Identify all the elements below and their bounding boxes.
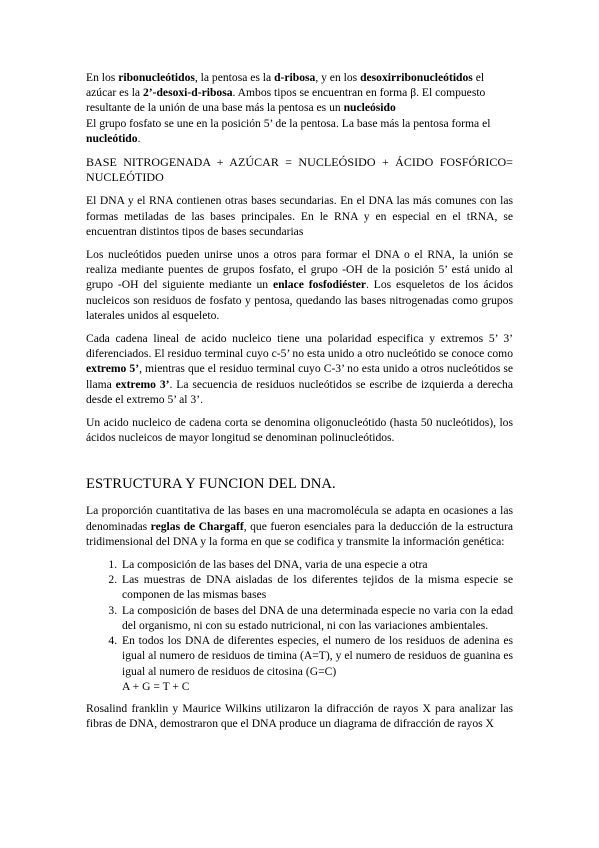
paragraph-ribonucleotidos <box>86 70 513 116</box>
formula-nucleotido: BASE NITROGENADA + AZÚCAR = NUCLEÓSIDO + ÁCIDO FOSFÓRICO= NUCLEÓTIDO <box>86 155 513 185</box>
text-run: , la pentosa es la <box>194 71 275 84</box>
text-run: La proporción cuantitativa de las bases en una macromolécula se adapta en ocasiones a las denominadas <box>86 504 513 533</box>
paragraph-rosalind-franklin: Rosalind franklin y Maurice Wilkins utilizaron la difracción de rayos X para analizar las fibras de DNA, demostraron que el DNA produce un diagrama de difracción de rayos X <box>86 701 513 731</box>
list-item: 3. La composición de bases del DNA de una determinada especie no varia con la edad del organismo, ni con su estado nutricional, ni con las variaciones ambientales. <box>120 603 513 633</box>
term-d-ribosa: d-ribosa <box>274 71 316 84</box>
term-2-desoxi-d-ribosa: 2’-desoxi-d-ribosa <box>142 86 233 100</box>
chargaff-rules-list <box>86 557 513 694</box>
text-run: Los nucleótidos pueden unirse unos a otros para formar el DNA o el RNA, la unión se realiza mediante puentes de grupos fosfato, el grupo -OH de la posición 5’ está unido al grupo -OH del siguiente mediante un <box>86 248 513 292</box>
list-item: 1. La composición de las bases del DNA, varia de una especie a otra <box>120 557 513 572</box>
paragraph-polaridad <box>86 331 513 407</box>
text-run: , y en los <box>315 71 361 84</box>
text-run: . Los esqueletos de los ácidos nucleicos son residuos de fosfato y pentosa, quedando las bases nitrogenadas como grupos laterales unidos al esqueleto. <box>86 278 513 322</box>
list-formula: A + G = T + C <box>122 679 190 693</box>
paragraph-oligonucleotido: Un acido nucleico de cadena corta se denomina oligonucleótido (hasta 50 nucleótidos), los ácidos nucleicos de mayor longitud se denominan polinucleótidos. <box>86 416 513 445</box>
term-nucleotido: nucleótido <box>86 131 138 145</box>
text-run: . Ambos tipos se encuentran en forma β. El compuesto resultante de la unión de una base más la pentosa es un <box>86 86 486 115</box>
text-run: , mientras que el residuo terminal cuyo C-3’ no esta unido a otros nucleótidos se llama <box>86 362 513 391</box>
text-run: . <box>137 131 141 145</box>
term-enlace-fosfodiester: enlace fosfodiéster <box>272 278 367 292</box>
list-item-text: En todos los DNA de diferentes especies, el numero de los residuos de adenina es igual al numero de residuos de timina (A=T), y el numero de residuos de guanina es igual al numero de residuos de citosina (G=C) <box>122 634 513 678</box>
text-run: . La secuencia de residuos nucleótidos se escribe de izquierda a derecha desde el extremo 5’ al 3’. <box>86 377 513 406</box>
section-heading: ESTRUCTURA Y FUNCION DEL DNA. <box>86 476 336 493</box>
term-ribonucleotidos: ribonucleótidos <box>118 71 195 84</box>
text-run: En los <box>86 71 119 84</box>
term-extremo-5: extremo 5’ <box>86 362 140 376</box>
list-item: 2. Las muestras de DNA aisladas de los diferentes tejidos de la misma especie se componen de las mismas bases <box>120 572 513 602</box>
paragraph-grupo-fosfato <box>86 116 513 146</box>
text-run: El grupo fosfato se une en la posición 5’ de la pentosa. La base más la pentosa forma el <box>86 116 491 130</box>
term-extremo-3: extremo 3’ <box>115 377 170 391</box>
term-nucleosido: nucleósido <box>343 101 396 115</box>
paragraph-enlace-fosfodiester <box>86 247 513 323</box>
term-desoxirribonucleotidos: desoxirribonucleótidos <box>360 71 473 84</box>
paragraph-bases-secundarias: El DNA y el RNA contienen otras bases secundarias. En el DNA las más comunes con las formas metiladas de las bases principales. En le RNA y en especial en el tRNA, se encuentran distintos tipos de bases secundarias <box>86 194 513 238</box>
text-run: el azúcar es la <box>86 71 485 100</box>
paragraph-chargaff <box>86 503 513 549</box>
text-run: , que fueron esenciales para la deducción de la estructura tridimensional del DNA y la forma en que se codifica y transmite la información genética: <box>86 519 513 548</box>
list-item <box>120 633 513 694</box>
text-run: Cada cadena lineal de acido nucleico tiene una polaridad especifica y extremos 5’ 3’ diferenciados. El residuo terminal cuyo c-5’ no esta unido a otro nucleótido se conoce como <box>86 332 513 361</box>
term-reglas-de-chargaff: reglas de Chargaff <box>150 519 244 533</box>
